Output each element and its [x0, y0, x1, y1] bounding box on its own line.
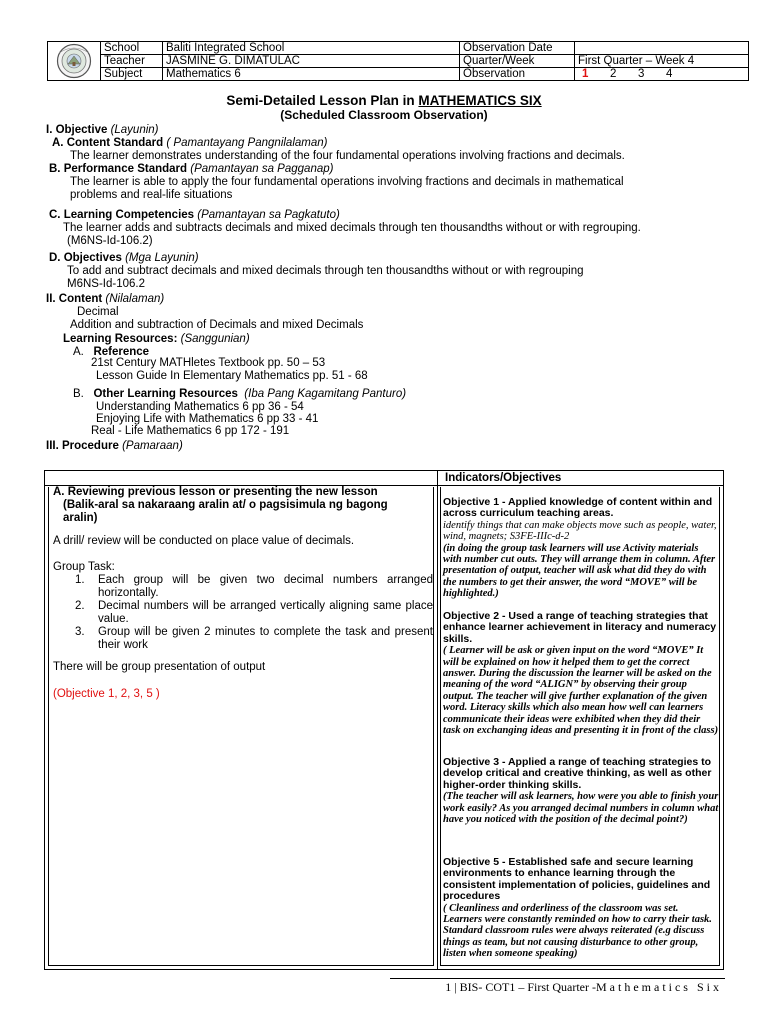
- indicator-objective-1: Objective 1 - Applied knowledge of content within and across curriculum teaching areas. identify things that can make objects move such as people, water, wind, magnets; S3FE-IIIc-d-2 (in doing the group task learners will use Activity materials with number cut outs. They will arrange them in column. After presentation of output, teacher will ask what did they do with the numbers to get their answer, the word “MOVE” will be highlighted.): [443, 496, 717, 600]
- group-task-label: Group Task:: [53, 561, 115, 573]
- page-subtitle: (Scheduled Classroom Observation): [280, 108, 488, 122]
- content-line-1: Decimal: [77, 306, 119, 318]
- content-standard-heading: A. Content Standard ( Pamantayang Pangnilalaman): [52, 137, 328, 149]
- performance-standard-text-1: The learner is able to apply the four fundamental operations involving fractions and decimals in mathematical: [70, 176, 624, 188]
- content-standard-text: The learner demonstrates understanding of the four fundamental operations involving fractions and decimals.: [70, 150, 625, 162]
- page-footer: 1 | BIS- COT1 – First Quarter -Mathematics Six: [445, 980, 722, 994]
- obs-date-label: Observation Date: [460, 42, 575, 55]
- other-resource-1: Understanding Mathematics 6 pp 36 - 54: [96, 401, 304, 413]
- subject-value: Mathematics 6: [163, 68, 460, 81]
- obs-date-value: [575, 42, 749, 55]
- competencies-text-2: (M6NS-Id-106.2): [67, 235, 153, 247]
- page-title: [0, 93, 768, 108]
- other-resources-heading: B. Other Learning Resources (Iba Pang Kagamitang Panturo): [73, 388, 407, 400]
- list-item: 2. Decimal numbers will be arranged vertically aligning same place value.: [75, 600, 433, 625]
- objectives-heading: D. Objectives (Mga Layunin): [49, 252, 199, 264]
- reference-1: 21st Century MATHletes Textbook pp. 50 – 53: [91, 357, 326, 369]
- learning-resources-heading: Learning Resources: (Sanggunian): [63, 333, 250, 345]
- procedure-table: [44, 470, 724, 970]
- quarter-value: First Quarter – Week 4: [575, 55, 749, 68]
- footer-divider: [390, 978, 725, 979]
- indicator-objective-5: Objective 5 - Established safe and secure learning environments to enhance learning through the consistent implementation of policies, guidelines and procedures ( Cleanliness and orderliness of the classroom was set. Learners were constantly reminded on how to carry their task. Standard classroom rules were always reiterated (e.g discuss things as team, but not causing disturbance to other group, listen when someone speaking): [443, 856, 712, 960]
- other-resource-2: Enjoying Life with Mathematics 6 pp 33 - 41: [96, 413, 319, 425]
- other-resource-3: Real - Life Mathematics 6 pp 172 - 191: [91, 425, 290, 437]
- indicators-header: Indicators/Objectives: [445, 472, 562, 484]
- objectives-text-2: M6NS-Id-106.2: [67, 278, 145, 290]
- objectives-text-1: To add and subtract decimals and mixed decimals through ten thousandths without or with regrouping: [67, 265, 584, 277]
- objectives-reference: (Objective 1, 2, 3, 5 ): [53, 688, 160, 700]
- task-list: [53, 574, 433, 652]
- procedure-a-heading-1: A. Reviewing previous lesson or presenting the new lesson: [53, 486, 378, 498]
- content-heading: II. Content (Nilalaman): [46, 293, 165, 305]
- school-label: School: [101, 42, 163, 55]
- title-subject: MATHEMATICS SIX: [418, 93, 542, 108]
- observation-numbers: [575, 68, 749, 81]
- objective-heading: I. Objective (Layunin): [46, 124, 159, 136]
- list-item: 1. Each group will be given two decimal numbers arranged horizontally.: [75, 574, 433, 599]
- header-table: [47, 41, 749, 81]
- observation-number-1: 1: [582, 68, 589, 80]
- school-value: Baliti Integrated School: [163, 42, 460, 55]
- competencies-heading: C. Learning Competencies (Pamantayan sa Pagkatuto): [49, 209, 340, 221]
- subject-label: Subject: [101, 68, 163, 81]
- performance-standard-heading: B. Performance Standard (Pamantayan sa Pagganap): [49, 163, 334, 175]
- list-item: 3. Group will be given 2 minutes to complete the task and present their work: [75, 626, 433, 651]
- indicator-objective-3: Objective 3 - Applied a range of teaching strategies to develop critical and creative thinking, as well as other higher-order thinking skills. (The teacher will ask learners, how were you able to finish your work easily? As you arranged decimal numbers in column what have you noticed with the position of the decimal point?): [443, 756, 719, 826]
- presentation-text: There will be group presentation of output: [53, 661, 266, 673]
- content-line-2: Addition and subtraction of Decimals and mixed Decimals: [70, 319, 364, 331]
- drill-text: A drill/ review will be conducted on place value of decimals.: [53, 535, 355, 547]
- quarter-label: Quarter/Week: [460, 55, 575, 68]
- indicator-objective-2: Objective 2 - Used a range of teaching strategies that enhance learner achievement in literacy and numeracy skills. ( Learner will be ask or given input on the word “MOVE” It will be explained on how it helped them to get the correct answer. During the discussion the learner will be asked on the meaning of the word “ALIGN” by observing their group output. The teacher will give further explanation of the given word. Literacy skills which also mean how well can learners communicate their ideas were exhibited when they did their task on exchanging ideas and presenting it in front of the class): [443, 610, 719, 737]
- school-logo: [48, 42, 101, 81]
- reference-2: Lesson Guide In Elementary Mathematics pp. 51 - 68: [96, 370, 368, 382]
- observation-number-2: 2: [610, 68, 617, 80]
- reference-heading: A. Reference: [73, 346, 150, 358]
- performance-standard-text-2: problems and real-life situations: [70, 189, 233, 201]
- school-seal-icon: [54, 43, 94, 79]
- observation-label: Observation: [460, 68, 575, 81]
- observation-number-4: 4: [666, 68, 673, 80]
- teacher-value: JASMINE G. DIMATULAC: [163, 55, 460, 68]
- teacher-label: Teacher: [101, 55, 163, 68]
- title-prefix: Semi-Detailed Lesson Plan in: [226, 93, 419, 108]
- competencies-text-1: The learner adds and subtracts decimals and mixed decimals through ten thousandths without or with regrouping.: [63, 222, 641, 234]
- procedure-a-heading-2: (Balik-aral sa nakaraang aralin at/ o pagsisimula ng bagong: [63, 499, 388, 511]
- procedure-heading: III. Procedure (Pamaraan): [46, 440, 183, 452]
- procedure-a-heading-3: aralin): [63, 512, 98, 524]
- observation-number-3: 3: [638, 68, 645, 80]
